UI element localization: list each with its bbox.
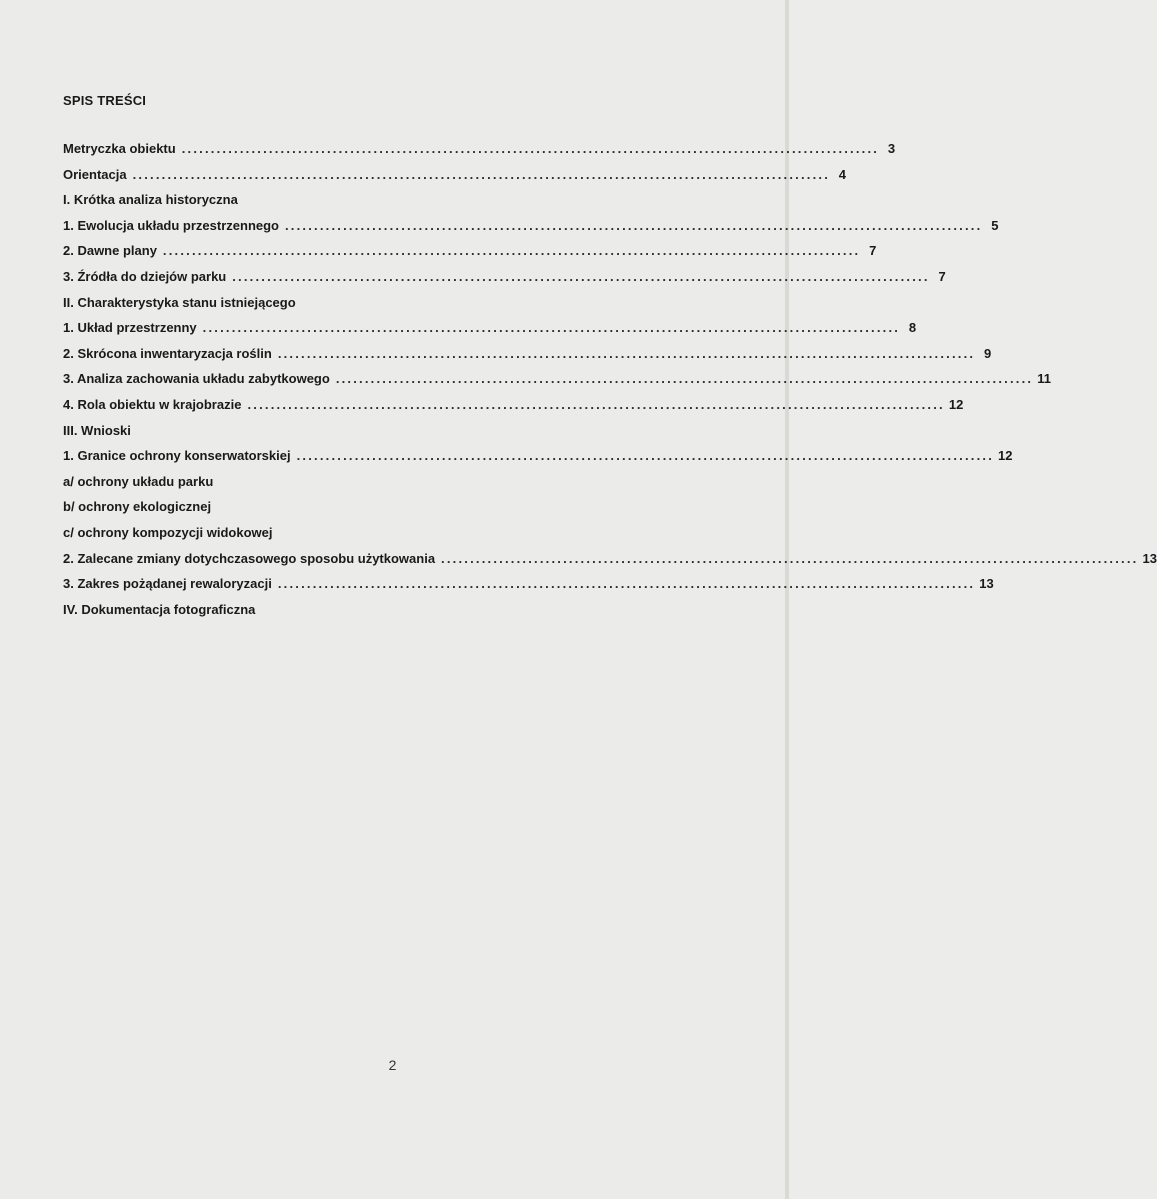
toc-entry-page: 7 — [938, 268, 946, 284]
toc-entry-label: b/ ochrony ekologicznej — [63, 499, 212, 515]
toc-entry-page: 7 — [869, 243, 877, 259]
toc-entry-page: 11 — [1037, 371, 1051, 387]
toc-entry — [63, 550, 1157, 577]
toc-entry-label: 2. Skrócona inwentaryzacja roślin — [63, 345, 272, 361]
table-of-contents — [63, 141, 1157, 627]
toc-dot-leader: ........................................................................................................................ — [247, 396, 945, 412]
toc-entry-label: II. Charakterystyka stanu istniejącego — [63, 294, 296, 310]
toc-entry-page: 3 — [887, 141, 896, 156]
toc-entry — [63, 474, 578, 500]
toc-entry — [63, 602, 578, 628]
toc-entry-label: Orientacja — [63, 166, 127, 182]
toc-entry — [63, 423, 578, 449]
toc-dot-leader: ........................................................................................................................ — [277, 345, 976, 361]
toc-dot-leader: ........................................................................................................................ — [296, 448, 995, 464]
page-number: 2 — [388, 1057, 397, 1073]
toc-heading: SPIS TREŚCI — [63, 93, 147, 108]
toc-entry-page: 8 — [908, 320, 917, 336]
toc-entry — [63, 499, 578, 525]
toc-entry-label: 2. Dawne plany — [63, 243, 157, 259]
toc-entry — [63, 371, 1051, 397]
toc-entry-page: 13 — [1142, 550, 1157, 566]
toc-entry-page: 5 — [991, 217, 999, 233]
toc-entry — [63, 243, 877, 269]
toc-entry — [63, 320, 917, 346]
toc-entry — [63, 396, 964, 423]
toc-entry — [63, 345, 992, 372]
toc-dot-leader: ........................................................................................................................ — [132, 166, 831, 182]
toc-entry — [63, 217, 999, 244]
toc-dot-leader: ........................................................................................................................ — [277, 576, 976, 592]
toc-entry-label: Metryczka obiektu — [63, 141, 176, 156]
toc-dot-leader: ........................................................................................................................ — [181, 141, 880, 156]
toc-entry-label: 3. Źródła do dziejów parku — [63, 268, 227, 284]
toc-dot-leader: ........................................................................................................................ — [232, 268, 930, 284]
toc-entry-label: IV. Dokumentacja fotograficzna — [63, 601, 256, 617]
toc-entry-label: c/ ochrony kompozycji widokowej — [63, 524, 273, 540]
toc-entry-label: I. Krótka analiza historyczna — [63, 192, 238, 208]
toc-dot-leader: ........................................................................................................................ — [335, 371, 1034, 387]
toc-entry — [63, 448, 1013, 474]
toc-entry-page: 9 — [984, 345, 992, 361]
toc-entry — [63, 576, 994, 602]
toc-dot-leader: ........................................................................................................................ — [441, 550, 1139, 566]
toc-entry-label: 1. Ewolucja układu przestrzennego — [63, 217, 279, 233]
toc-entry-label: a/ ochrony układu parku — [63, 473, 214, 489]
toc-entry-page: 12 — [948, 396, 964, 412]
toc-entry-label: 2. Zalecane zmiany dotychczasowego sposobu użytkowania — [63, 550, 436, 566]
toc-entry-label: 3. Analiza zachowania układu zabytkowego — [63, 371, 330, 387]
toc-entry-page: 4 — [838, 166, 847, 182]
toc-dot-leader: ........................................................................................................................ — [285, 217, 983, 233]
toc-dot-leader: ........................................................................................................................ — [202, 320, 901, 336]
toc-entry — [63, 166, 847, 193]
toc-entry-page: 13 — [979, 576, 994, 592]
toc-entry-label: 1. Układ przestrzenny — [63, 320, 197, 336]
toc-dot-leader: ........................................................................................................................ — [162, 243, 861, 259]
toc-entry — [63, 192, 578, 218]
toc-entry-label: 4. Rola obiektu w krajobrazie — [63, 396, 242, 412]
toc-entry — [63, 141, 896, 167]
toc-entry — [63, 525, 578, 551]
toc-entry-label: III. Wnioski — [63, 422, 131, 438]
toc-entry-label: 1. Granice ochrony konserwatorskiej — [63, 448, 291, 464]
toc-entry-label: 3. Zakres pożądanej rewaloryzacji — [63, 576, 272, 592]
toc-entry-page: 12 — [998, 448, 1013, 464]
toc-entry — [63, 295, 578, 321]
toc-entry — [63, 268, 946, 295]
